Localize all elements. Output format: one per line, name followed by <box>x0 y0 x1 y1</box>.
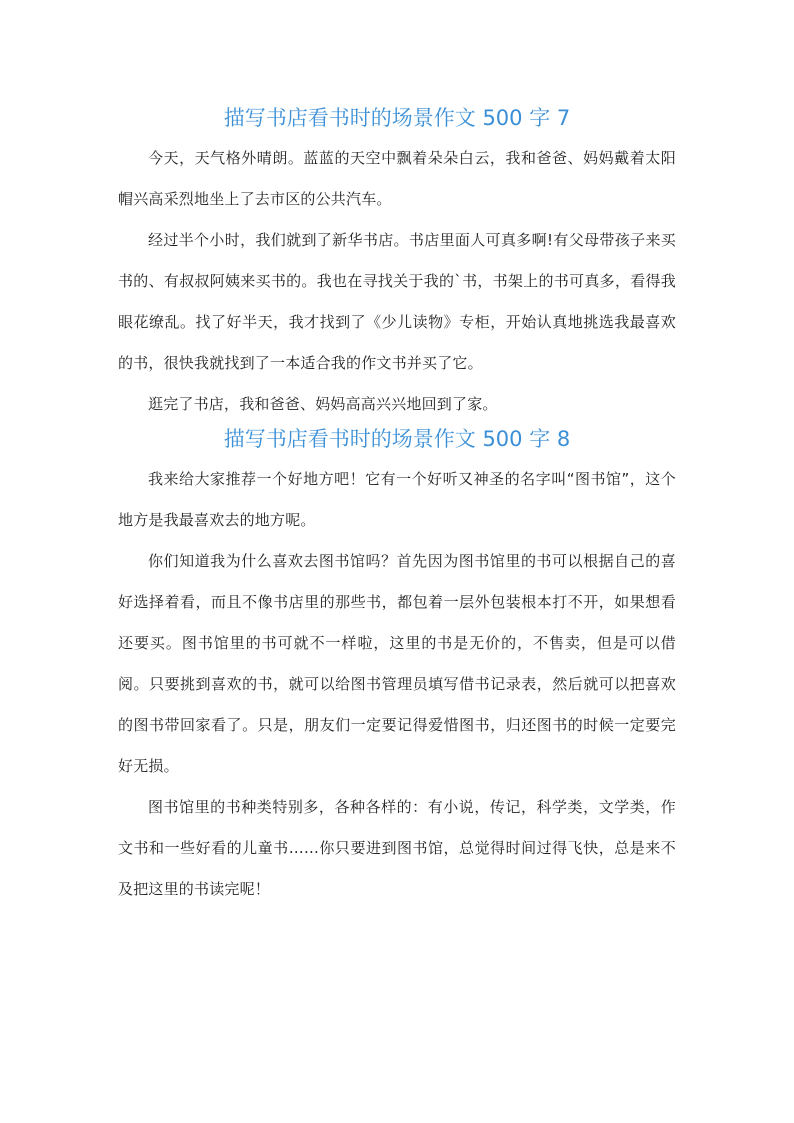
document-page <box>118 98 676 910</box>
paragraph: 经过半个小时，我们就到了新华书店。书店里面人可真多啊!有父母带孩子来买书的、有叔叔阿姨来买书的。我也在寻找关于我的`书，书架上的书可真多，看得我眼花缭乱。找了好半天，我才找到了《少儿读物》专柜，开始认真地挑选我最喜欢的书，很快我就找到了一本适合我的作文书并买了它。 <box>118 231 676 372</box>
section-title-8: 描写书店看书时的场景作文 500 字 8 <box>223 427 571 451</box>
paragraph: 今天，天气格外晴朗。蓝蓝的天空中飘着朵朵白云，我和爸爸、妈妈戴着太阳帽兴高采烈地坐上了去市区的公共汽车。 <box>118 149 676 208</box>
paragraph: 你们知道我为什么喜欢去图书馆吗？首先因为图书馆里的书可以根据自己的喜好选择着看，而且不像书店里的那些书，都包着一层外包装根本打不开，如果想看还要买。图书馆里的书可就不一样啦，这里的书是无价的，不售卖，但是可以借阅。只要挑到喜欢的书，就可以给图书管理员填写借书记录表，然后就可以把喜欢的图书带回家看了。只是，朋友们一定要记得爱惜图书，归还图书的时候一定要完好无损。 <box>118 552 676 775</box>
paragraph: 我来给大家推荐一个好地方吧！它有一个好听又神圣的名字叫“图书馆”，这个地方是我最喜欢去的地方呢。 <box>118 470 676 529</box>
paragraph: 逛完了书店，我和爸爸、妈妈高高兴兴地回到了家。 <box>148 395 498 413</box>
paragraph: 图书馆里的书种类特别多，各种各样的：有小说，传记，科学类，文学类，作文书和一些好看的儿童书……你只要进到图书馆，总觉得时间过得飞快，总是来不及把这里的书读完呢！ <box>118 798 676 898</box>
section-title-7: 描写书店看书时的场景作文 500 字 7 <box>223 106 571 130</box>
